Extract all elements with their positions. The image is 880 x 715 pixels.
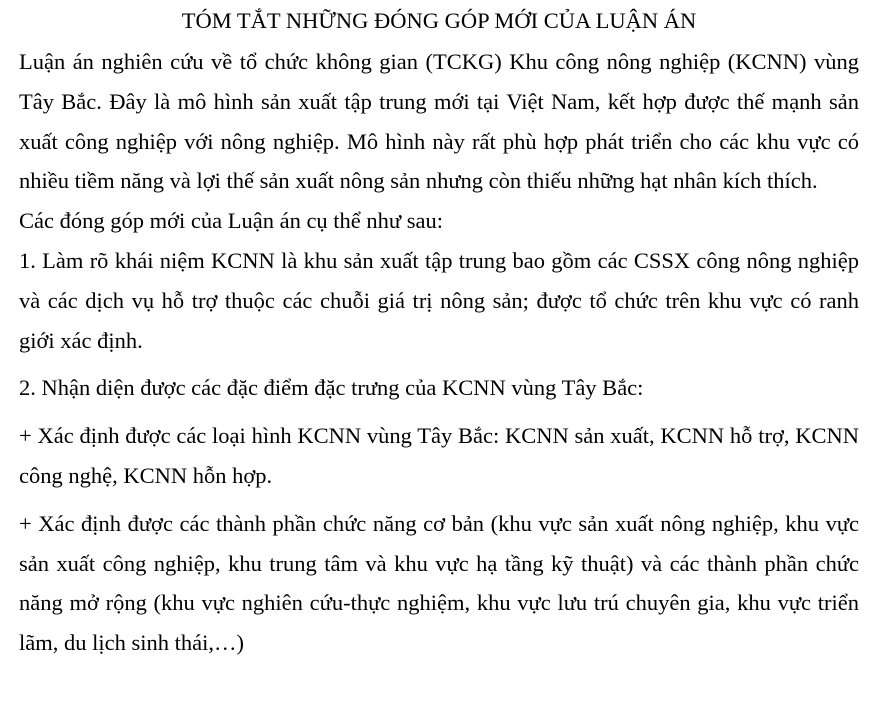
contributions-lead: Các đóng góp mới của Luận án cụ thể như sau: (19, 208, 443, 234)
contribution-2: 2. Nhận diện được các đặc điểm đặc trưng của KCNN vùng Tây Bắc: (19, 375, 644, 401)
contribution-2-item-types: + Xác định được các loại hình KCNN vùng Tây Bắc: KCNN sản xuất, KCNN hỗ trợ, KCNN công nghệ, KCNN hỗn hợp. (19, 423, 859, 488)
intro-paragraph: Luận án nghiên cứu về tổ chức không gian (TCKG) Khu công nông nghiệp (KCNN) vùng Tây Bắc. Đây là mô hình sản xuất tập trung mới tại Việt Nam, kết hợp được thế mạnh sản xuất công nghiệp với nông nghiệp. Mô hình này rất phù hợp phát triển cho các khu vực có nhiều tiềm năng và lợi thế sản xuất nông sản nhưng còn thiếu những hạt nhân kích thích. (19, 49, 859, 194)
document-page (19, 0, 859, 663)
document-title: TÓM TẮT NHỮNG ĐÓNG GÓP MỚI CỦA LUẬN ÁN (181, 8, 697, 33)
contribution-1: 1. Làm rõ khái niệm KCNN là khu sản xuất tập trung bao gồm các CSSX công nông nghiệp và các dịch vụ hỗ trợ thuộc các chuỗi giá trị nông sản; được tổ chức trên khu vực có ranh giới xác định. (19, 247, 859, 353)
contribution-2-item-functions: + Xác định được các thành phần chức năng cơ bản (khu vực sản xuất nông nghiệp, khu vực sản xuất công nghiệp, khu trung tâm và khu vực hạ tầng kỹ thuật) và các thành phần chức năng mở rộng (khu vực nghiên cứu-thực nghiệm, khu vực lưu trú chuyên gia, khu vực triển lãm, du lịch sinh thái,…) (19, 510, 859, 656)
